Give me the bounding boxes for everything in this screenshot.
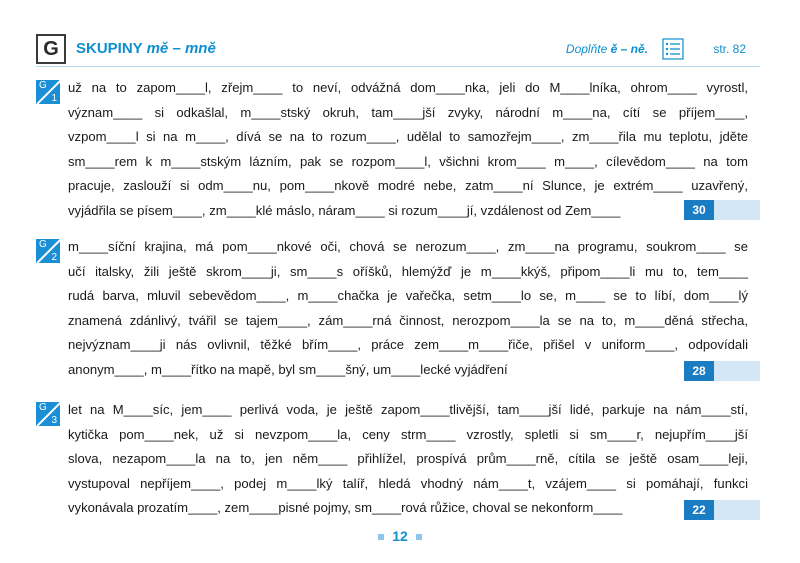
header-divider bbox=[36, 66, 760, 67]
exercise-text bbox=[68, 235, 748, 382]
footer-square-right bbox=[416, 534, 422, 540]
instruction-options: ě – ně. bbox=[610, 42, 648, 56]
title-italic: mě – mně bbox=[146, 40, 216, 57]
footer-square-left bbox=[378, 534, 384, 540]
score-box bbox=[684, 361, 760, 381]
exercise-line: vystupoval nepříjem____, podej m____lký talíř, hledá vhodný nám____t, vzájem____ si pomáhají, funkci bbox=[68, 475, 748, 491]
exercise-line: znamená zdánlivý, tvářil se tajem____, zám____rná činnost, nerozpom____la se na to, m____děná střecha, bbox=[68, 312, 748, 328]
exercise-line: nejvýznam____ji nás ovlivnil, těžké břím____, práce zem____m____řiče, přišel v uniform____, odpovídali bbox=[68, 337, 748, 352]
exercise-line: sm____rem k m____stským lázním, pak se rozpom____l, všichni krom____ m____, cílevědom____ na tom bbox=[68, 153, 748, 169]
score-box bbox=[684, 500, 760, 520]
score-count: 30 bbox=[684, 200, 714, 220]
score-box bbox=[684, 200, 760, 220]
exercise-line: slova, nezapom____la na to, jen něm____ přihlížel, prospívá prům____rně, cítila se ještě osam____leji, bbox=[68, 451, 748, 466]
score-count: 28 bbox=[684, 361, 714, 381]
section-tag-number: 2 bbox=[51, 252, 57, 263]
section-tag-letter: G bbox=[39, 402, 47, 413]
exercise-title bbox=[76, 40, 216, 57]
instruction-prefix: Doplňte bbox=[565, 42, 608, 56]
exercise-text bbox=[68, 398, 748, 521]
exercise-line: let na M____síc, jem____ perlivá voda, je ještě zapom____tlivější, tam____jší lidé, parkuje na nám____stí, bbox=[68, 402, 748, 417]
exercise-line: anonym____, m____řítko na mapě, byl sm____šný, um____lecké vyjádření bbox=[68, 361, 508, 377]
exercise-line: pracuje, zaslouží si odm____nu, pom____nkově modré nebe, zatm____ní Slunce, je extrém____ uzavřený, bbox=[68, 178, 748, 193]
score-count: 22 bbox=[684, 500, 714, 520]
exercise-line: učí italsky, žili ještě skrom____ji, sm____s oříšků, hlemýžď je m____kkýš, připom____li mu to, tem____ bbox=[68, 263, 748, 279]
exercise-text bbox=[68, 76, 748, 223]
exercise-line: kytička pom____nek, už si nevzpom____la, ceny strm____ vzrostly, spletli si sm____r, nejupřím____jší bbox=[68, 426, 748, 442]
section-tag bbox=[36, 402, 60, 426]
section-tag bbox=[36, 239, 60, 263]
section-tag-number: 1 bbox=[51, 93, 57, 104]
exercise-line: rudá barva, mluvil sebevědom____, m____chačka je vařečka, setm____lo se, m____ se to líbí, dom____lý bbox=[68, 288, 748, 303]
exercise-line: m____síční krajina, má pom____nkové oči, chová se nerozum____, zm____na programu, soukrom____ se bbox=[68, 239, 748, 254]
list-icon bbox=[662, 38, 684, 60]
section-tag-number: 3 bbox=[51, 415, 57, 426]
page-number: 12 bbox=[392, 528, 408, 544]
exercise-line: vyjádřila se písem____, zm____klé máslo, náram____ si rozum____jí, vzdálenost od Zem____ bbox=[68, 202, 621, 218]
exercise-badge: G bbox=[36, 34, 66, 64]
page-footer bbox=[0, 528, 800, 544]
section-tag-letter: G bbox=[39, 239, 47, 250]
instruction bbox=[566, 42, 648, 56]
exercise-line: už na to zapom____l, zřejm____ to neví, odvážná dom____nka, jeli do M____lníka, ohrom____ vyrostl, bbox=[68, 80, 748, 95]
section-tag-letter: G bbox=[39, 80, 47, 91]
section-tag bbox=[36, 80, 60, 104]
exercise-header bbox=[36, 34, 760, 68]
title-prefix: SKUPINY bbox=[76, 40, 143, 57]
exercise-line: význam____ si odkašlal, m____stský okruh, tam____jší zvyky, národní m____na, cítí se příjem____, bbox=[68, 104, 748, 120]
exercise-line: vykonávala prozatím____, zem____pisné pojmy, sm____rová růžice, choval se nekonform____ bbox=[68, 500, 623, 515]
exercise-line: vzpom____l si na m____, dívá se na to rozum____, udělal to samozřejm____, zm____řila mu teplotu, jděte bbox=[68, 129, 748, 144]
page-reference: str. 82 bbox=[713, 42, 746, 56]
